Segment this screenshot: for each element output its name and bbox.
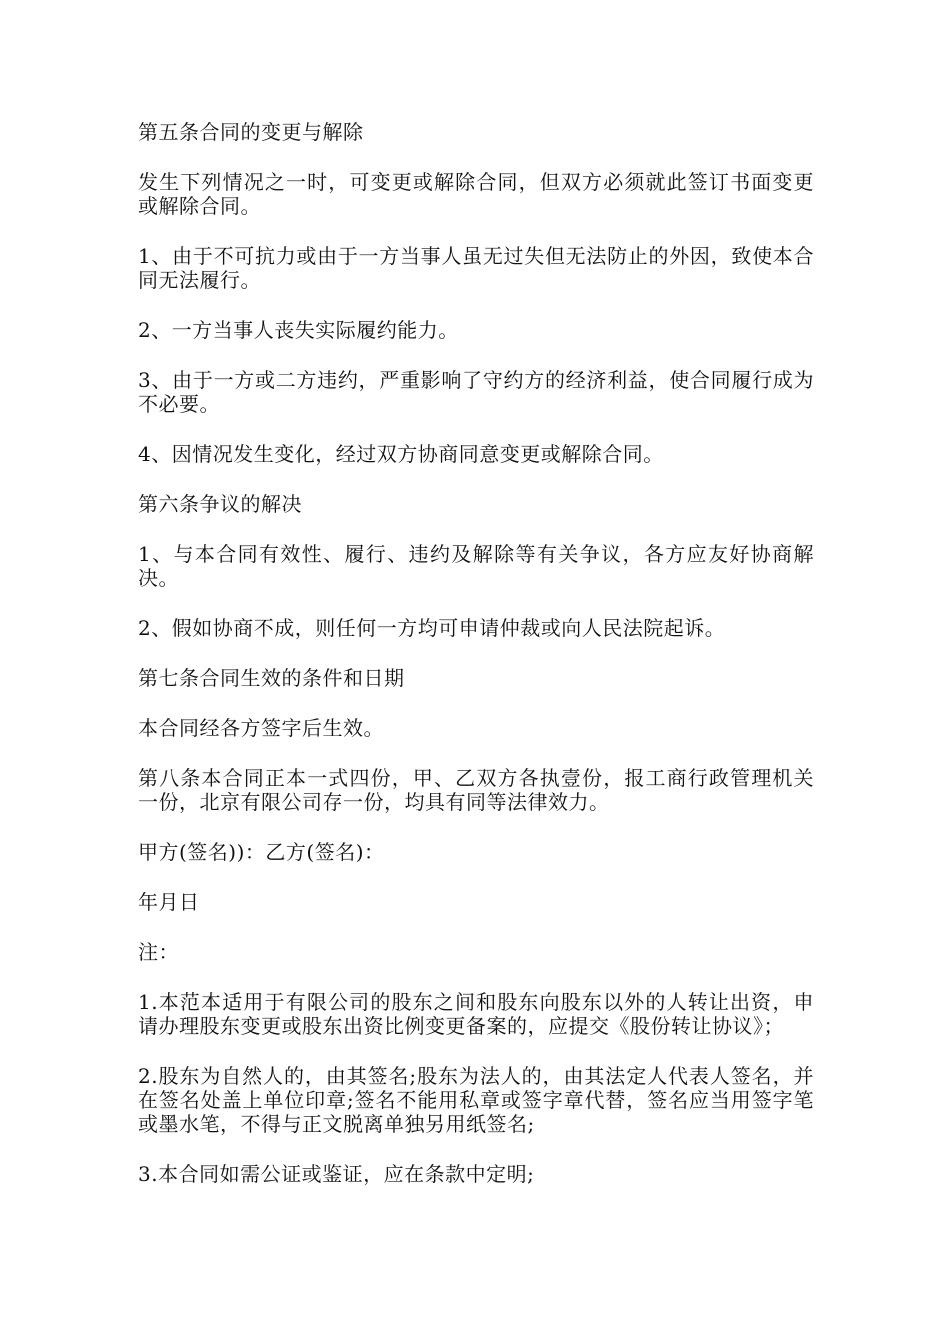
article-7-body: 本合同经各方签字后生效。 xyxy=(138,716,384,740)
article-5-item-1: 1、由于不可抗力或由于一方当事人虽无过失但无法防止的外因，致使本合同无法履行。 xyxy=(138,244,814,292)
article-8-body: 第八条本合同正本一式四份，甲、乙双方各执壹份，报工商行政管理机关一份，北京有限公司存一份，均具有同等法律效力。 xyxy=(138,766,814,814)
note-2: 2.股东为自然人的，由其签名;股东为法人的，由其法定人代表人签名，并在签名处盖上单位印章;签名不能用私章或签字章代替，签名应当用签字笔或墨水笔，不得与正文脱离单独另用纸签名; xyxy=(138,1064,814,1136)
article-7-heading: 第七条合同生效的条件和日期 xyxy=(138,666,405,690)
article-6-item-2: 2、假如协商不成，则任何一方均可申请仲裁或向人民法院起诉。 xyxy=(138,616,726,640)
article-5-item-2: 2、一方当事人丧失实际履约能力。 xyxy=(138,318,459,342)
date-line: 年月日 xyxy=(138,890,200,914)
article-5-item-3: 3、由于一方或二方违约，严重影响了守约方的经济利益，使合同履行成为不必要。 xyxy=(138,368,814,416)
article-5-item-4: 4、因情况发生变化，经过双方协商同意变更或解除合同。 xyxy=(138,442,664,466)
note-3: 3.本合同如需公证或鉴证，应在条款中定明; xyxy=(138,1162,535,1186)
signature-line: 甲方(签名))：乙方(签名)： xyxy=(138,840,385,864)
article-6-item-1: 1、与本合同有效性、履行、违约及解除等有关争议，各方应友好协商解决。 xyxy=(138,542,814,590)
article-6-heading: 第六条争议的解决 xyxy=(138,492,302,516)
article-5-heading: 第五条合同的变更与解除 xyxy=(138,120,364,144)
note-1: 1.本范本适用于有限公司的股东之间和股东向股东以外的人转让出资，申请办理股东变更或股东出资比例变更备案的，应提交《股份转让协议》； xyxy=(138,990,814,1038)
document-page xyxy=(138,120,814,1212)
notes-heading: 注： xyxy=(138,940,179,964)
article-5-intro: 发生下列情况之一时，可变更或解除合同，但双方必须就此签订书面变更或解除合同。 xyxy=(138,170,814,218)
